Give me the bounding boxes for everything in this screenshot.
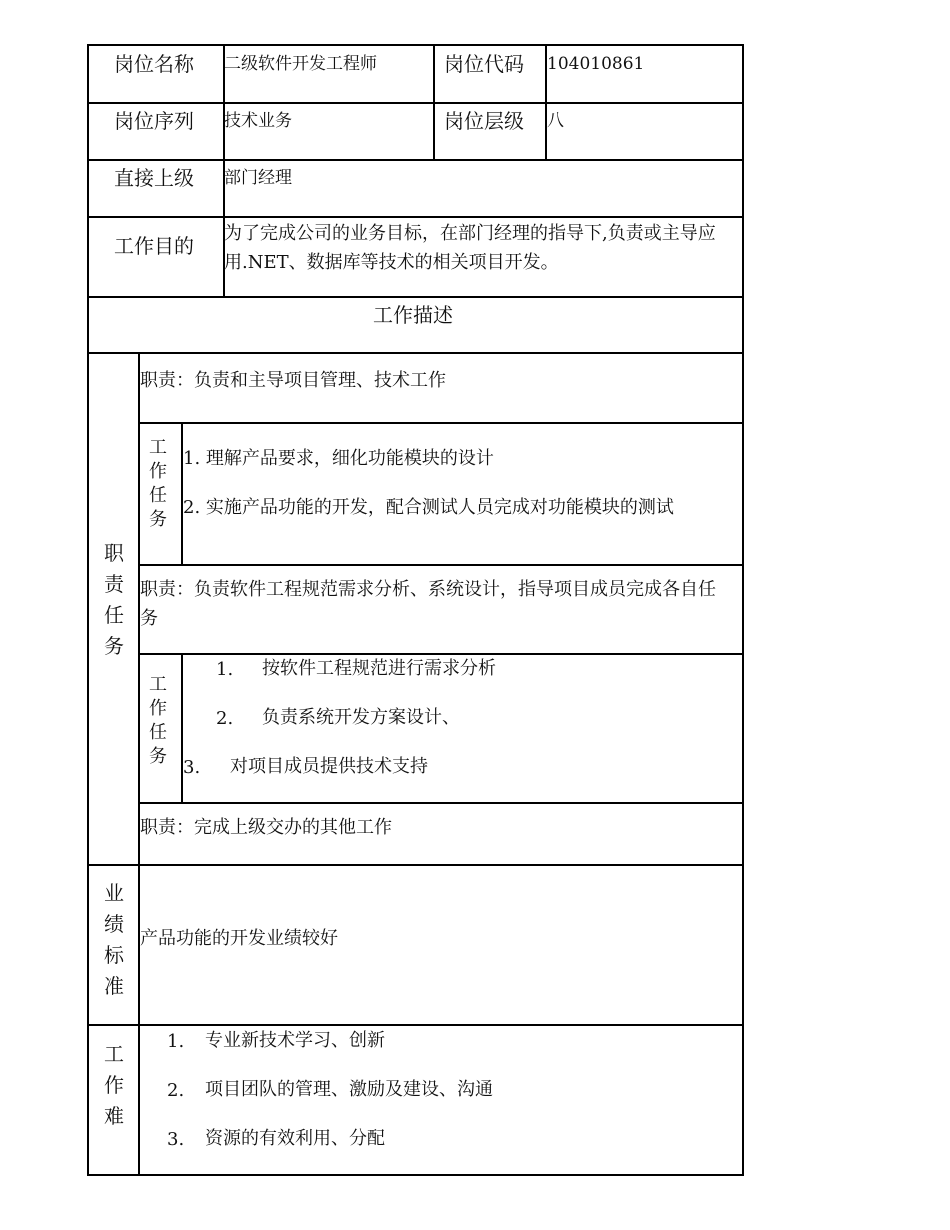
difficulty-item-1-num: 1. xyxy=(167,1031,185,1052)
position-series-label: 岗位序列 xyxy=(114,109,194,133)
difficulty-item-2-text: 项目团队的管理、激励及建设、沟通 xyxy=(205,1079,493,1100)
duty-1: 职责：负责和主导项目管理、技术工作 xyxy=(140,370,446,391)
duty-2: 职责：负责软件工程规范需求分析、系统设计，指导项目成员完成各自任务 xyxy=(140,579,716,629)
duty-2-task-2-num: 2. xyxy=(216,708,234,729)
job-description-title: 工作描述 xyxy=(373,303,453,327)
purpose-label: 工作目的 xyxy=(114,234,194,258)
difficulty-item-3-text: 资源的有效利用、分配 xyxy=(205,1128,385,1149)
duty-2-task-2-text: 负责系统开发方案设计、 xyxy=(262,707,460,728)
duty-1-task-1: 1. 理解产品要求，细化功能模块的设计 xyxy=(183,448,494,469)
performance-text: 产品功能的开发业绩较好 xyxy=(140,928,338,949)
tasks-label-1: 工作任务 xyxy=(149,437,167,530)
duties-label: 职责任务 xyxy=(104,541,124,658)
tasks-label-2: 工作任务 xyxy=(149,674,167,767)
position-level-label: 岗位层级 xyxy=(444,109,524,133)
duty-2-task-1-num: 1. xyxy=(216,659,234,680)
position-level-value: 八 xyxy=(547,111,564,131)
performance-label: 业绩标准 xyxy=(104,881,124,998)
duty-2-task-3-num: 3. xyxy=(183,757,201,778)
difficulty-item-1-text: 专业新技术学习、创新 xyxy=(205,1030,385,1051)
difficulty-label: 工作难 xyxy=(104,1042,124,1128)
position-series-value: 技术业务 xyxy=(224,111,292,131)
position-name-value: 二级软件开发工程师 xyxy=(224,54,377,74)
purpose-text: 为了完成公司的业务目标，在部门经理的指导下,负责或主导应用.NET、数据库等技术的相关项目开发。 xyxy=(224,223,716,273)
supervisor-label: 直接上级 xyxy=(114,166,194,190)
position-code-value: 104010861 xyxy=(547,54,645,74)
position-code-label: 岗位代码 xyxy=(444,52,524,76)
duty-2-task-3-text: 对项目成员提供技术支持 xyxy=(230,756,428,777)
duty-3: 职责：完成上级交办的其他工作 xyxy=(140,817,392,838)
supervisor-value: 部门经理 xyxy=(224,168,292,188)
duty-2-task-1-text: 按软件工程规范进行需求分析 xyxy=(262,658,496,679)
difficulty-item-2-num: 2. xyxy=(167,1080,185,1101)
position-name-label: 岗位名称 xyxy=(114,52,194,76)
difficulty-item-3-num: 3. xyxy=(167,1129,185,1150)
duty-1-task-2: 2. 实施产品功能的开发，配合测试人员完成对功能模块的测试 xyxy=(183,497,674,518)
